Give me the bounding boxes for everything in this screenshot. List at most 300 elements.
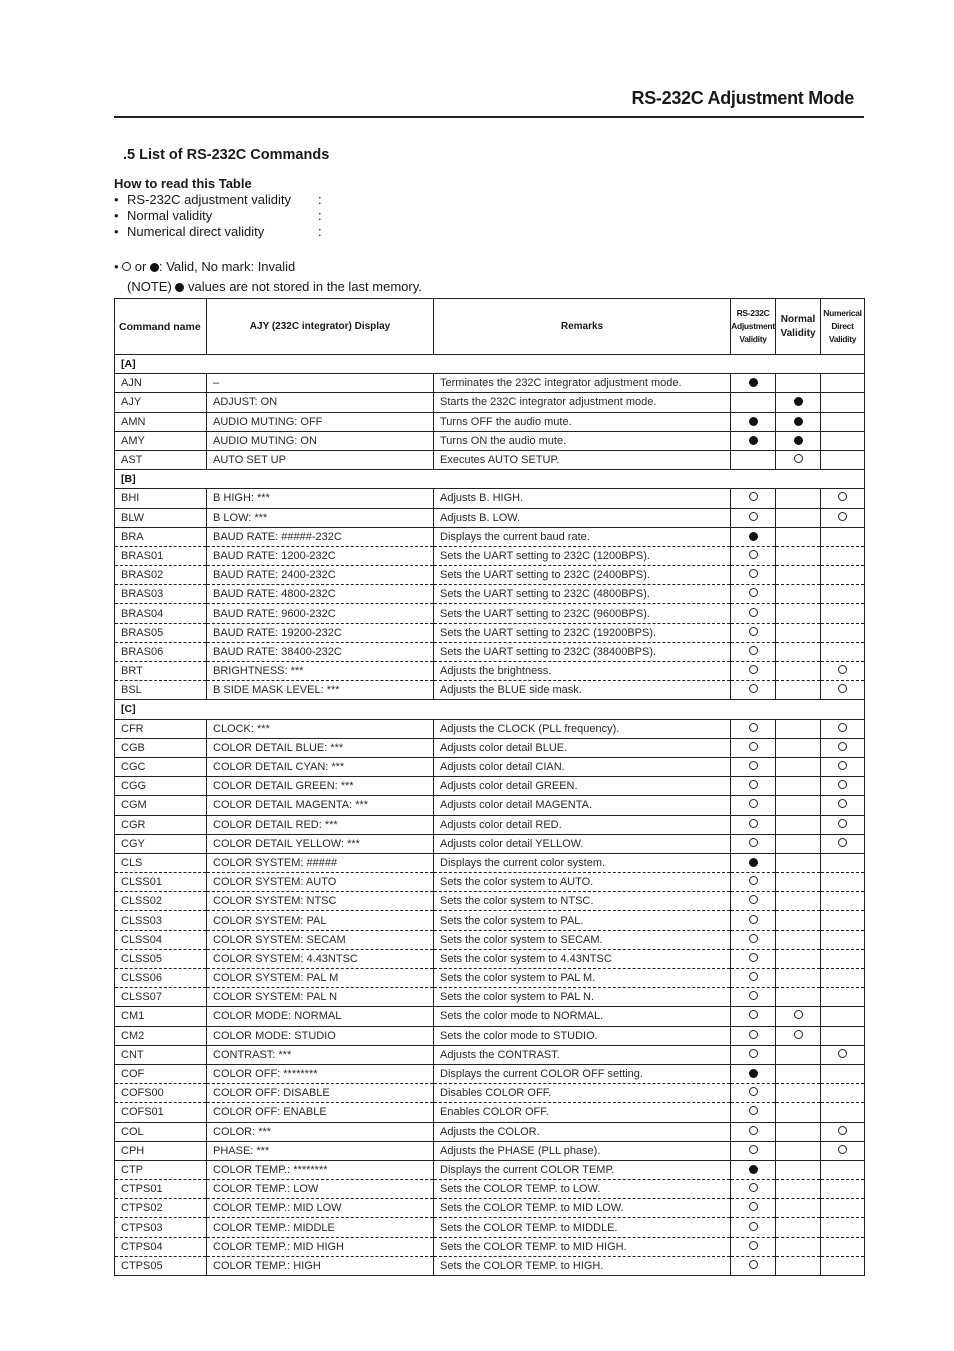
adjustment-validity-cell: [731, 738, 776, 757]
command-name-cell: BRAS03: [115, 585, 207, 604]
command-name-cell: CLSS03: [115, 911, 207, 930]
table-row: [115, 662, 865, 681]
remarks-cell: Adjusts the CONTRAST.: [434, 1045, 731, 1064]
adjustment-validity-cell: [731, 796, 776, 815]
remarks-cell: Sets the color system to AUTO.: [434, 873, 731, 892]
display-cell: BAUD RATE: #####-232C: [207, 527, 434, 546]
display-cell: ADJUST: ON: [207, 393, 434, 412]
open-circle-icon: [749, 819, 758, 828]
open-circle-icon: [749, 1145, 758, 1154]
normal-validity-cell: [776, 1026, 821, 1045]
remarks-cell: Terminates the 232C integrator adjustment mode.: [434, 374, 731, 393]
table-row: [115, 1007, 865, 1026]
note-text: values are not stored in the last memory.: [184, 279, 422, 294]
filled-circle-icon: [794, 397, 803, 406]
numerical-validity-cell: [821, 834, 865, 853]
command-name-cell: CGB: [115, 738, 207, 757]
remarks-cell: Starts the 232C integrator adjustment mode.: [434, 393, 731, 412]
remarks-cell: Enables COLOR OFF.: [434, 1103, 731, 1122]
display-cell: B LOW: ***: [207, 508, 434, 527]
command-name-cell: CGY: [115, 834, 207, 853]
group-label: [C]: [115, 700, 865, 719]
open-circle-icon: [838, 1145, 847, 1154]
table-row: [115, 412, 865, 431]
table-row: [115, 949, 865, 968]
display-cell: BAUD RATE: 1200-232C: [207, 546, 434, 565]
open-circle-icon: [838, 723, 847, 732]
filled-circle-icon: [749, 532, 758, 541]
open-circle-icon: [749, 915, 758, 924]
open-circle-icon: [749, 991, 758, 1000]
adjustment-validity-cell: [731, 1045, 776, 1064]
open-circle-icon: [794, 454, 803, 463]
adjustment-validity-cell: [731, 585, 776, 604]
remarks-cell: Adjusts color detail GREEN.: [434, 777, 731, 796]
adjustment-validity-cell: [731, 777, 776, 796]
open-circle-icon: [794, 1030, 803, 1039]
command-name-cell: BRAS01: [115, 546, 207, 565]
legend: [114, 257, 422, 297]
table-row: [115, 1237, 865, 1256]
adjustment-validity-cell: [731, 374, 776, 393]
filled-circle-icon: [749, 1069, 758, 1078]
command-name-cell: CPH: [115, 1141, 207, 1160]
open-circle-icon: [749, 588, 758, 597]
table-row: [115, 930, 865, 949]
header-line: Validity: [739, 334, 767, 344]
table-row: [115, 623, 865, 642]
remarks-cell: Sets the COLOR TEMP. to LOW.: [434, 1180, 731, 1199]
adjustment-validity-cell: [731, 757, 776, 776]
display-cell: COLOR DETAIL CYAN: ***: [207, 757, 434, 776]
open-circle-icon: [749, 684, 758, 693]
adjustment-validity-cell: [731, 623, 776, 642]
table-row: [115, 508, 865, 527]
open-circle-icon: [749, 646, 758, 655]
display-cell: COLOR SYSTEM: 4.43NTSC: [207, 949, 434, 968]
display-cell: AUDIO MUTING: OFF: [207, 412, 434, 431]
header-line: Validity: [780, 327, 816, 339]
numerical-validity-cell: [821, 757, 865, 776]
open-circle-icon: [838, 761, 847, 770]
command-name-cell: CNT: [115, 1045, 207, 1064]
open-circle-icon: [749, 761, 758, 770]
table-group-row: [115, 700, 865, 719]
command-name-cell: CLSS01: [115, 873, 207, 892]
open-circle-icon: [838, 684, 847, 693]
bullet: •: [114, 208, 119, 223]
command-name-cell: CTP: [115, 1160, 207, 1179]
numerical-validity-cell: [821, 930, 865, 949]
remarks-cell: Displays the current COLOR TEMP.: [434, 1160, 731, 1179]
remarks-cell: Displays the current baud rate.: [434, 527, 731, 546]
table-row: [115, 1218, 865, 1237]
remarks-cell: Sets the color system to NTSC.: [434, 892, 731, 911]
numerical-validity-cell: [821, 1256, 865, 1275]
howto-colon: :: [318, 192, 322, 207]
display-cell: B SIDE MASK LEVEL: ***: [207, 681, 434, 700]
numerical-validity-cell: [821, 662, 865, 681]
command-name-cell: CTPS03: [115, 1218, 207, 1237]
numerical-validity-cell: [821, 738, 865, 757]
open-circle-icon: [749, 1087, 758, 1096]
command-name-cell: CTPS04: [115, 1237, 207, 1256]
remarks-cell: Sets the COLOR TEMP. to MIDDLE.: [434, 1218, 731, 1237]
adjustment-validity-cell: [731, 815, 776, 834]
remarks-cell: Sets the UART setting to 232C (38400BPS).: [434, 642, 731, 661]
adjustment-validity-cell: [731, 546, 776, 565]
command-name-cell: AMY: [115, 431, 207, 450]
open-circle-icon: [749, 512, 758, 521]
header-line: Numerical: [823, 308, 862, 318]
remarks-cell: Sets the UART setting to 232C (9600BPS).: [434, 604, 731, 623]
open-circle-icon: [122, 262, 131, 271]
numerical-validity-cell: [821, 815, 865, 834]
numerical-validity-cell: [821, 1141, 865, 1160]
numerical-validity-cell: [821, 911, 865, 930]
numerical-validity-cell: [821, 508, 865, 527]
table-row: [115, 911, 865, 930]
open-circle-icon: [838, 838, 847, 847]
numerical-validity-cell: [821, 853, 865, 872]
table-row: [115, 527, 865, 546]
adjustment-validity-cell: [731, 566, 776, 585]
adjustment-validity-cell: [731, 1218, 776, 1237]
normal-validity-cell: [776, 1180, 821, 1199]
remarks-cell: Adjusts the BLUE side mask.: [434, 681, 731, 700]
table-group-row: [115, 355, 865, 374]
numerical-validity-cell: [821, 431, 865, 450]
remarks-cell: Sets the color system to PAL N.: [434, 988, 731, 1007]
numerical-validity-cell: [821, 1218, 865, 1237]
normal-validity-cell: [776, 585, 821, 604]
normal-validity-cell: [776, 1141, 821, 1160]
howto-label: RS-232C adjustment validity: [127, 192, 292, 207]
command-name-cell: COFS00: [115, 1084, 207, 1103]
command-name-cell: CM1: [115, 1007, 207, 1026]
adjustment-validity-cell: [731, 431, 776, 450]
display-cell: COLOR TEMP.: LOW: [207, 1180, 434, 1199]
table-row: [115, 1199, 865, 1218]
numerical-validity-cell: [821, 777, 865, 796]
command-name-cell: CGC: [115, 757, 207, 776]
display-cell: COLOR DETAIL RED: ***: [207, 815, 434, 834]
command-name-cell: CTPS05: [115, 1256, 207, 1275]
command-name-cell: CLS: [115, 853, 207, 872]
table-row: [115, 585, 865, 604]
adjustment-validity-cell: [731, 1007, 776, 1026]
open-circle-icon: [794, 1010, 803, 1019]
normal-validity-cell: [776, 988, 821, 1007]
open-circle-icon: [749, 1260, 758, 1269]
open-circle-icon: [749, 953, 758, 962]
command-name-cell: CLSS04: [115, 930, 207, 949]
command-name-cell: CM2: [115, 1026, 207, 1045]
normal-validity-cell: [776, 911, 821, 930]
open-circle-icon: [749, 838, 758, 847]
command-name-cell: AST: [115, 450, 207, 469]
numerical-validity-cell: [821, 969, 865, 988]
normal-validity-cell: [776, 1199, 821, 1218]
normal-validity-cell: [776, 374, 821, 393]
remarks-cell: Sets the color system to PAL.: [434, 911, 731, 930]
table-row: [115, 489, 865, 508]
howto-item: [114, 192, 322, 208]
open-circle-icon: [838, 1126, 847, 1135]
normal-validity-cell: [776, 815, 821, 834]
adjustment-validity-cell: [731, 1160, 776, 1179]
numerical-validity-cell: [821, 1237, 865, 1256]
remarks-cell: Adjusts the COLOR.: [434, 1122, 731, 1141]
table-row: [115, 796, 865, 815]
numerical-validity-cell: [821, 949, 865, 968]
table-group-row: [115, 470, 865, 489]
adjustment-validity-cell: [731, 1103, 776, 1122]
table-row: [115, 604, 865, 623]
remarks-cell: Sets the COLOR TEMP. to MID HIGH.: [434, 1237, 731, 1256]
normal-validity-cell: [776, 527, 821, 546]
adjustment-validity-cell: [731, 1199, 776, 1218]
adjustment-validity-cell: [731, 1064, 776, 1083]
normal-validity-cell: [776, 738, 821, 757]
filled-circle-icon: [749, 858, 758, 867]
table-row: [115, 1103, 865, 1122]
command-name-cell: CLSS07: [115, 988, 207, 1007]
remarks-cell: Sets the color system to SECAM.: [434, 930, 731, 949]
adjustment-validity-cell: [731, 930, 776, 949]
table-row: [115, 450, 865, 469]
table-row: [115, 892, 865, 911]
open-circle-icon: [749, 569, 758, 578]
table-row: [115, 757, 865, 776]
command-name-cell: AMN: [115, 412, 207, 431]
numerical-validity-cell: [821, 546, 865, 565]
numerical-validity-cell: [821, 988, 865, 1007]
display-cell: COLOR DETAIL GREEN: ***: [207, 777, 434, 796]
adjustment-validity-cell: [731, 719, 776, 738]
normal-validity-cell: [776, 681, 821, 700]
command-name-cell: COF: [115, 1064, 207, 1083]
remarks-cell: Sets the COLOR TEMP. to HIGH.: [434, 1256, 731, 1275]
display-cell: COLOR TEMP.: MID LOW: [207, 1199, 434, 1218]
table-row: [115, 393, 865, 412]
adjustment-validity-cell: [731, 604, 776, 623]
open-circle-icon: [749, 665, 758, 674]
open-circle-icon: [838, 492, 847, 501]
command-name-cell: COL: [115, 1122, 207, 1141]
normal-validity-cell: [776, 930, 821, 949]
command-name-cell: BHI: [115, 489, 207, 508]
howto-item: [114, 208, 322, 224]
howto-label: Numerical direct validity: [127, 224, 265, 239]
numerical-validity-cell: [821, 1160, 865, 1179]
numerical-validity-cell: [821, 623, 865, 642]
remarks-cell: Sets the color mode to NORMAL.: [434, 1007, 731, 1026]
normal-validity-cell: [776, 489, 821, 508]
adjustment-validity-cell: [731, 853, 776, 872]
normal-validity-cell: [776, 450, 821, 469]
group-label: [B]: [115, 470, 865, 489]
howto-title: How to read this Table: [114, 176, 252, 191]
remarks-cell: Executes AUTO SETUP.: [434, 450, 731, 469]
remarks-cell: Adjusts color detail MAGENTA.: [434, 796, 731, 815]
command-name-cell: CTPS01: [115, 1180, 207, 1199]
remarks-cell: Adjusts the CLOCK (PLL frequency).: [434, 719, 731, 738]
header-line: RS-232C: [736, 308, 770, 318]
numerical-validity-cell: [821, 719, 865, 738]
remarks-cell: Turns ON the audio mute.: [434, 431, 731, 450]
filled-circle-icon: [749, 378, 758, 387]
bullet: •: [114, 192, 119, 207]
numerical-validity-cell: [821, 566, 865, 585]
legend-line: • or : Valid, No mark: Invalid: [114, 259, 296, 274]
normal-validity-cell: [776, 777, 821, 796]
legend-note: [114, 277, 422, 297]
normal-validity-cell: [776, 1122, 821, 1141]
normal-validity-cell: [776, 1064, 821, 1083]
normal-validity-cell: [776, 892, 821, 911]
normal-validity-cell: [776, 969, 821, 988]
numerical-validity-cell: [821, 393, 865, 412]
remarks-cell: Adjusts color detail RED.: [434, 815, 731, 834]
normal-validity-cell: [776, 508, 821, 527]
numerical-validity-cell: [821, 1103, 865, 1122]
remarks-cell: Adjusts the brightness.: [434, 662, 731, 681]
display-cell: BAUD RATE: 38400-232C: [207, 642, 434, 661]
command-name-cell: CGG: [115, 777, 207, 796]
table-row: [115, 1064, 865, 1083]
display-cell: CLOCK: ***: [207, 719, 434, 738]
display-cell: COLOR: ***: [207, 1122, 434, 1141]
section-title: .5 List of RS-232C Commands: [123, 147, 330, 163]
table-row: [115, 1122, 865, 1141]
display-cell: COLOR SYSTEM: PAL M: [207, 969, 434, 988]
display-cell: COLOR SYSTEM: PAL: [207, 911, 434, 930]
display-cell: COLOR DETAIL MAGENTA: ***: [207, 796, 434, 815]
open-circle-icon: [838, 1049, 847, 1058]
open-circle-icon: [749, 1183, 758, 1192]
table-row: [115, 777, 865, 796]
command-name-cell: CLSS02: [115, 892, 207, 911]
normal-validity-cell: [776, 566, 821, 585]
numerical-validity-cell: [821, 489, 865, 508]
remarks-cell: Turns OFF the audio mute.: [434, 412, 731, 431]
adjustment-validity-cell: [731, 969, 776, 988]
header-display: AJY (232C integrator) Display: [207, 299, 434, 355]
adjustment-validity-cell: [731, 1180, 776, 1199]
numerical-validity-cell: [821, 1084, 865, 1103]
open-circle-icon: [838, 665, 847, 674]
normal-validity-cell: [776, 1218, 821, 1237]
normal-validity-cell: [776, 1045, 821, 1064]
remarks-cell: Adjusts color detail BLUE.: [434, 738, 731, 757]
table-row: [115, 1180, 865, 1199]
display-cell: COLOR SYSTEM: AUTO: [207, 873, 434, 892]
command-name-cell: COFS01: [115, 1103, 207, 1122]
table-row: [115, 1141, 865, 1160]
display-cell: BAUD RATE: 4800-232C: [207, 585, 434, 604]
filled-circle-icon: [749, 436, 758, 445]
normal-validity-cell: [776, 1084, 821, 1103]
numerical-validity-cell: [821, 1064, 865, 1083]
open-circle-icon: [749, 1241, 758, 1250]
adjustment-validity-cell: [731, 1026, 776, 1045]
numerical-validity-cell: [821, 585, 865, 604]
adjustment-validity-cell: [731, 911, 776, 930]
display-cell: COLOR TEMP.: HIGH: [207, 1256, 434, 1275]
display-cell: COLOR TEMP.: MID HIGH: [207, 1237, 434, 1256]
display-cell: COLOR SYSTEM: SECAM: [207, 930, 434, 949]
display-cell: COLOR TEMP.: ********: [207, 1160, 434, 1179]
open-circle-icon: [749, 550, 758, 559]
adjustment-validity-cell: [731, 1122, 776, 1141]
adjustment-validity-cell: [731, 642, 776, 661]
adjustment-validity-cell: [731, 681, 776, 700]
display-cell: PHASE: ***: [207, 1141, 434, 1160]
command-name-cell: BRAS02: [115, 566, 207, 585]
open-circle-icon: [749, 1222, 758, 1231]
filled-circle-icon: [749, 1165, 758, 1174]
normal-validity-cell: [776, 1237, 821, 1256]
numerical-validity-cell: [821, 1045, 865, 1064]
normal-validity-cell: [776, 662, 821, 681]
open-circle-icon: [749, 492, 758, 501]
adjustment-validity-cell: [731, 949, 776, 968]
table-row: [115, 969, 865, 988]
command-name-cell: BRA: [115, 527, 207, 546]
normal-validity-cell: [776, 949, 821, 968]
table-row: [115, 853, 865, 872]
header-rule: [114, 116, 864, 118]
numerical-validity-cell: [821, 892, 865, 911]
numerical-validity-cell: [821, 604, 865, 623]
commands-table: [114, 298, 865, 1276]
numerical-validity-cell: [821, 527, 865, 546]
remarks-cell: Sets the color system to 4.43NTSC: [434, 949, 731, 968]
display-cell: BAUD RATE: 19200-232C: [207, 623, 434, 642]
normal-validity-cell: [776, 546, 821, 565]
display-cell: COLOR DETAIL YELLOW: ***: [207, 834, 434, 853]
open-circle-icon: [749, 934, 758, 943]
open-circle-icon: [838, 780, 847, 789]
display-cell: BAUD RATE: 2400-232C: [207, 566, 434, 585]
remarks-cell: Adjusts color detail YELLOW.: [434, 834, 731, 853]
command-name-cell: CTPS02: [115, 1199, 207, 1218]
legend-text: or: [131, 259, 150, 274]
normal-validity-cell: [776, 1007, 821, 1026]
open-circle-icon: [749, 742, 758, 751]
header-adjustment-validity: [731, 299, 776, 355]
open-circle-icon: [749, 723, 758, 732]
table-header-row: [115, 299, 865, 355]
numerical-validity-cell: [821, 1026, 865, 1045]
command-name-cell: BRAS06: [115, 642, 207, 661]
adjustment-validity-cell: [731, 1237, 776, 1256]
command-name-cell: AJN: [115, 374, 207, 393]
open-circle-icon: [749, 1202, 758, 1211]
command-name-cell: BRT: [115, 662, 207, 681]
table-row: [115, 1084, 865, 1103]
table-row: [115, 1160, 865, 1179]
adjustment-validity-cell: [731, 412, 776, 431]
remarks-cell: Adjusts the PHASE (PLL phase).: [434, 1141, 731, 1160]
adjustment-validity-cell: [731, 393, 776, 412]
command-name-cell: AJY: [115, 393, 207, 412]
command-name-cell: CLSS06: [115, 969, 207, 988]
numerical-validity-cell: [821, 873, 865, 892]
filled-circle-icon: [150, 263, 159, 272]
header-line: Direct: [831, 321, 854, 331]
